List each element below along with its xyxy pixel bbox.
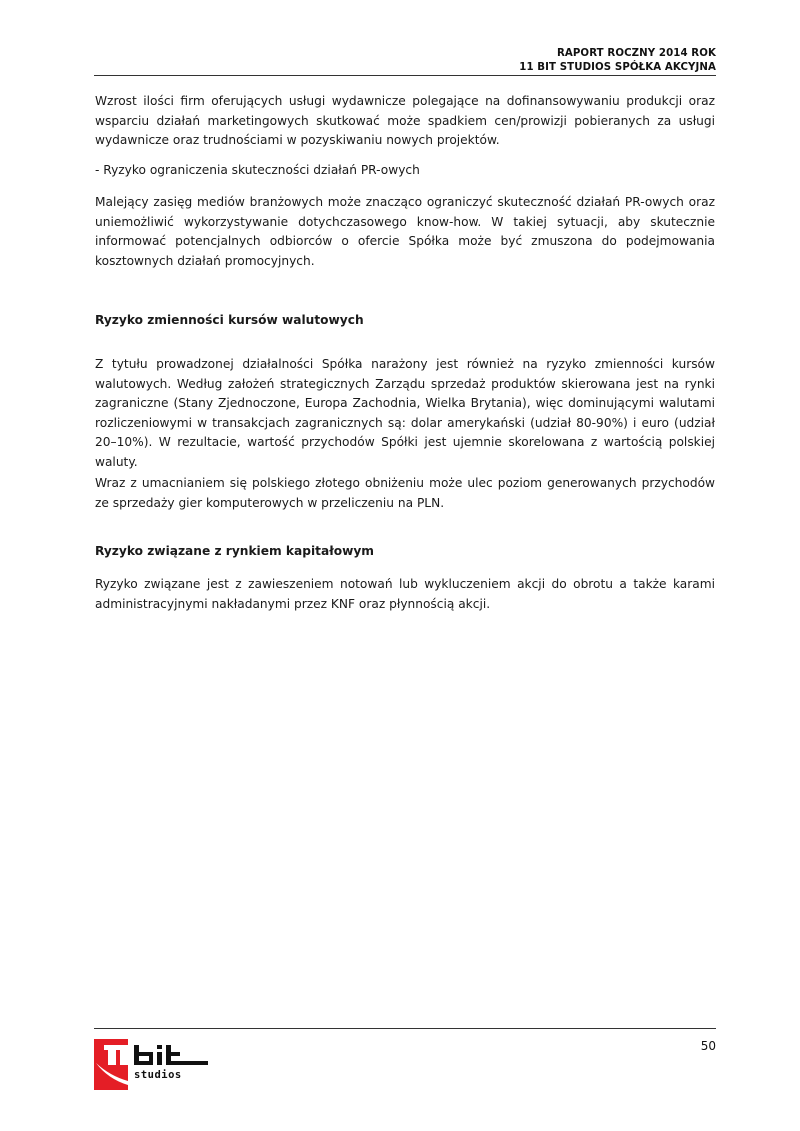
paragraph-currency-risk: Z tytułu prowadzonej działalności Spółka narażony jest również na ryzyko zmienności kursów walutowych. Według założeń strategicznych Zarządu sprzedaż produktów skierowana jest na rynki zagraniczne (Stany Zjednoczone, Europa Zachodnia, Wielka Brytania), więc dominującymi walutami rozliczeniowymi w transakcjach zagranicznych są: dolar amerykański (udział 80-90%) i euro (udział 20–10%). W rezultacie, wartość przychodów Spółki jest ujemnie skorelowana z wartością polskiej waluty.	[95, 357, 715, 469]
bullet-pr-risk: - Ryzyko ograniczenia skuteczności działań PR-owych	[95, 163, 420, 177]
header-divider	[94, 75, 716, 76]
paragraph-capital-market-risk: Ryzyko związane jest z zawieszeniem notowań lub wykluczeniem akcji do obrotu a także karami administracyjnymi nakładanymi przez KNF oraz płynnością akcji.	[95, 577, 715, 611]
footer-divider	[94, 1028, 716, 1029]
company-name: 11 BIT STUDIOS SPÓŁKA AKCYJNA	[519, 61, 716, 73]
paragraph-pln-strengthening: Wraz z umacnianiem się polskiego złotego obniżeniu może ulec poziom generowanych przychodów ze sprzedaży gier komputerowych w przeliczeniu na PLN.	[95, 476, 715, 510]
page-number: 50	[700, 1039, 716, 1053]
logo-icon	[94, 1039, 214, 1091]
heading-capital-market-risk: Ryzyko związane z rynkiem kapitałowym	[95, 544, 375, 558]
paragraph-publishing-competition: Wzrost ilości firm oferujących usługi wydawnicze polegające na dofinansowywaniu produkcji oraz wsparciu działań marketingowych skutkować może spadkiem cen/prowizji pobieranych za usługi wydawnicze oraz trudnościami w pozyskiwaniu nowych projektów.	[95, 94, 715, 147]
paragraph-pr-risk: Malejący zasięg mediów branżowych może znacząco ograniczyć skuteczność działań PR-owych oraz uniemożliwić wykorzystywanie dotychczasowego know-how. W takiej sytuacji, aby skutecznie informować potencjalnych odbiorców o ofercie Spółka może być zmuszona do podejmowania kosztownych działań promocyjnych.	[95, 195, 715, 268]
report-title: RAPORT ROCZNY 2014 ROK	[556, 48, 716, 59]
svg-text:studios: studios	[134, 1069, 182, 1081]
page-header	[519, 47, 716, 74]
11-bit-studios-logo	[94, 1039, 214, 1091]
heading-currency-risk: Ryzyko zmienności kursów walutowych	[95, 313, 364, 327]
